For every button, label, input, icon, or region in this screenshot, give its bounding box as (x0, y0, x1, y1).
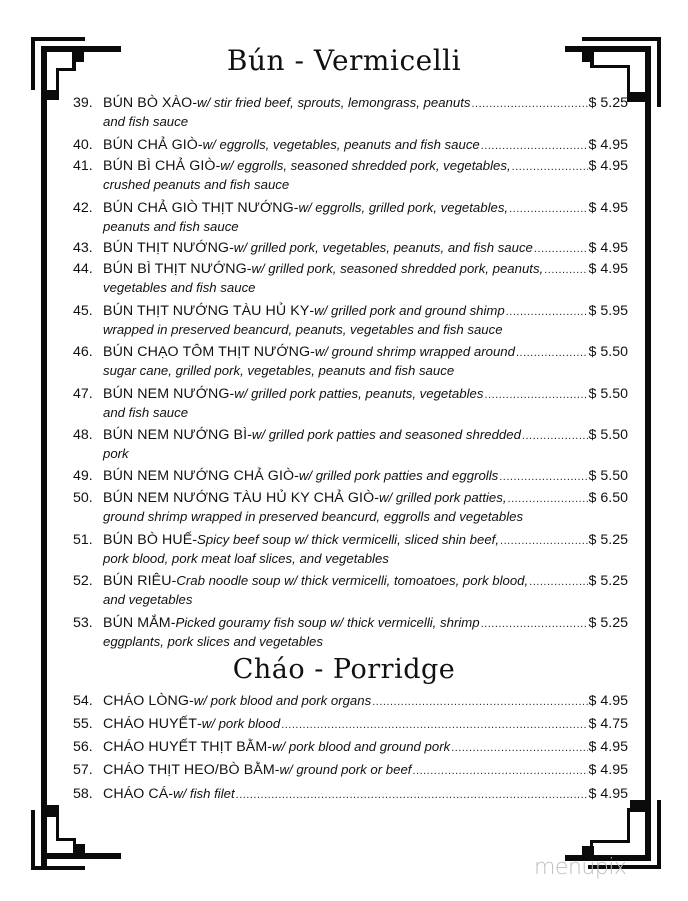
item-name: BÚN NEM NƯỚNG CHẢ GIÒ (103, 468, 295, 484)
item-number: 48. (73, 427, 93, 443)
item-description: Spicy beef soup w/ thick vermicelli, sliced shin beef, (197, 532, 500, 547)
item-separator: - (267, 739, 273, 755)
menu-item-42 (73, 199, 628, 235)
item-separator: - (197, 137, 203, 153)
item-description-continued: and fish sauce (103, 114, 189, 129)
menu-item-45 (73, 302, 628, 338)
item-description-continued: wrapped in preserved beancurd, peanuts, vegetables and fish sauce (103, 322, 503, 337)
menu-item-51 (73, 531, 628, 567)
dot-leader (481, 137, 588, 155)
item-description-continued: sugar cane, grilled pork, vegetables, peanuts and fish sauce (103, 363, 455, 378)
item-price: $ 5.95 (588, 303, 628, 319)
item-description: w/ ground shrimp wrapped around (314, 344, 515, 359)
item-description: Crab noodle soup w/ thick vermicelli, tomoatoes, pork blood, (176, 573, 529, 588)
menu-item-56 (73, 738, 628, 757)
item-price: $ 5.50 (588, 344, 628, 360)
menu-item-48 (73, 426, 628, 462)
item-name: BÚN BÒ HUẾ (103, 532, 193, 548)
item-name: BÚN MẮM (103, 615, 171, 631)
item-price: $ 4.95 (588, 693, 628, 709)
dot-leader (372, 693, 587, 711)
item-description: w/ pork blood and ground pork (272, 739, 451, 754)
dot-leader (529, 573, 587, 591)
item-number: 46. (73, 344, 93, 360)
section-title-chao: Cháo - Porridge (232, 654, 456, 685)
item-number: 50. (73, 490, 93, 506)
menu-item-57 (73, 761, 628, 780)
item-name: CHÁO HUYẾT (103, 716, 198, 732)
item-price: $ 4.95 (588, 762, 628, 778)
item-name: BÚN CHẢ GIÒ (103, 137, 198, 153)
item-separator: - (229, 386, 235, 402)
item-description-continued: pork (103, 446, 129, 461)
item-number: 43. (73, 240, 93, 256)
menu-item-44 (73, 260, 628, 296)
dot-leader (508, 490, 588, 508)
menu-item-58 (73, 785, 628, 804)
item-description-continued: ground shrimp wrapped in preserved beancurd, eggrolls and vegetables (103, 509, 524, 524)
item-price: $ 4.95 (588, 137, 628, 153)
item-price: $ 4.95 (588, 200, 628, 216)
menu-item-43 (73, 239, 628, 258)
item-description: w/ eggrolls, vegetables, peanuts and fish sauce (202, 137, 480, 152)
item-price: $ 5.50 (588, 468, 628, 484)
dot-leader (451, 739, 587, 757)
item-separator: - (189, 693, 194, 709)
dot-leader (512, 158, 588, 176)
item-name: CHÁO HUYẾT THỊT BẰM (103, 739, 268, 755)
item-name: CHÁO LÒNG (103, 693, 190, 709)
item-description: w/ eggrolls, grilled pork, vegetables, (298, 200, 509, 215)
menu-item-40 (73, 136, 628, 155)
item-number: 55. (73, 716, 93, 732)
item-number: 53. (73, 615, 93, 631)
dot-leader (412, 762, 587, 780)
item-number: 54. (73, 693, 93, 709)
item-price: $ 4.95 (588, 240, 628, 256)
menu-item-41 (73, 157, 628, 193)
item-price: $ 4.95 (588, 786, 628, 802)
item-description: w/ grilled pork, vegetables, peanuts, and fish sauce (233, 240, 533, 255)
item-name: BÚN CHẢ GIÒ THỊT NƯỚNG (103, 200, 294, 216)
item-price: $ 5.25 (588, 95, 628, 111)
item-description: w/ grilled pork patties and seasoned shredded (251, 427, 521, 442)
item-description: w/ grilled pork patties, (378, 490, 507, 505)
item-name: CHÁO THỊT HEO/BÒ BẰM (103, 762, 275, 778)
item-price: $ 5.50 (588, 386, 628, 402)
item-separator: - (192, 532, 198, 548)
item-price: $ 4.95 (588, 158, 628, 174)
item-price: $ 5.50 (588, 427, 628, 443)
item-separator: - (246, 261, 252, 277)
menu-item-50 (73, 489, 628, 525)
dot-leader (522, 427, 588, 445)
item-price: $ 5.25 (588, 615, 628, 631)
section-title-bun: Bún - Vermicelli (226, 44, 462, 77)
item-number: 41. (73, 158, 93, 174)
item-description: Picked gouramy fish soup w/ thick vermicelli, shrimp (175, 615, 480, 630)
item-name: BÚN THỊT NƯỚNG (103, 240, 230, 256)
menu-item-49 (73, 467, 628, 486)
item-name: BÚN CHẠO TÔM THỊT NƯỚNG (103, 344, 311, 360)
dot-leader (236, 786, 588, 804)
item-separator: - (170, 615, 176, 631)
item-separator: - (215, 158, 221, 174)
item-separator: - (168, 786, 174, 802)
item-description-continued: and vegetables (103, 592, 193, 607)
item-separator: - (294, 468, 299, 484)
item-description: w/ grilled pork and ground shimp (314, 303, 505, 318)
item-description-continued: and fish sauce (103, 405, 189, 420)
item-separator: - (192, 95, 198, 111)
menu-item-39 (73, 94, 628, 130)
item-number: 49. (73, 468, 93, 484)
item-description: w/ pork blood and pork organs (193, 693, 372, 708)
item-name: BÚN RIÊU (103, 573, 172, 589)
item-number: 39. (73, 95, 93, 111)
item-number: 51. (73, 532, 93, 548)
item-name: BÚN NEM NƯỚNG BÌ (103, 427, 248, 443)
item-separator: - (197, 716, 202, 732)
dot-leader (481, 615, 588, 633)
item-description-continued: peanuts and fish sauce (103, 219, 239, 234)
menu-item-47 (73, 385, 628, 421)
item-name: BÚN BÌ THỊT NƯỚNG (103, 261, 247, 277)
item-price: $ 4.75 (588, 716, 628, 732)
item-number: 47. (73, 386, 93, 402)
item-description-continued: crushed peanuts and fish sauce (103, 177, 290, 192)
item-price: $ 5.25 (588, 532, 628, 548)
item-name: BÚN NEM NƯỚNG (103, 386, 230, 402)
item-separator: - (374, 490, 379, 506)
item-separator: - (310, 344, 315, 360)
menu-item-52 (73, 572, 628, 608)
menu-item-54 (73, 692, 628, 711)
dot-leader (499, 468, 587, 486)
item-number: 52. (73, 573, 93, 589)
dot-leader (516, 344, 588, 362)
item-description-continued: pork blood, pork meat loaf slices, and vegetables (103, 551, 389, 566)
dot-leader (281, 716, 587, 734)
dot-leader (544, 261, 587, 279)
menu-item-46 (73, 343, 628, 379)
item-number: 44. (73, 261, 93, 277)
item-price: $ 4.95 (588, 739, 628, 755)
item-description-continued: vegetables and fish sauce (103, 280, 256, 295)
item-description: w/ ground pork or beef (279, 762, 412, 777)
dot-leader (534, 240, 588, 258)
item-name: BÚN NEM NƯỚNG TÀU HỦ KY CHẢ GIÒ (103, 490, 375, 506)
item-description: w/ eggrolls, seasoned shredded pork, vegetables, (220, 158, 511, 173)
item-number: 57. (73, 762, 93, 778)
dot-leader (509, 200, 587, 218)
item-description: w/ stir fried beef, sprouts, lemongrass, peanuts (197, 95, 471, 110)
item-number: 42. (73, 200, 93, 216)
item-number: 40. (73, 137, 93, 153)
dot-leader (471, 95, 587, 113)
item-number: 58. (73, 786, 93, 802)
item-separator: - (171, 573, 177, 589)
dot-leader (484, 386, 587, 404)
item-number: 45. (73, 303, 93, 319)
item-separator: - (274, 762, 280, 778)
dot-leader (500, 532, 588, 550)
item-description-continued: eggplants, pork slices and vegetables (103, 634, 323, 649)
item-description: w/ grilled pork patties and eggrolls (298, 468, 499, 483)
item-name: BÚN THỊT NƯỚNG TÀU HỦ KY (103, 303, 310, 319)
item-separator: - (247, 427, 252, 443)
item-name: CHÁO CÁ (103, 786, 169, 802)
item-price: $ 6.50 (588, 490, 628, 506)
item-name: BÚN BÌ CHẢ GIÒ (103, 158, 216, 174)
item-price: $ 5.25 (588, 573, 628, 589)
menu-item-53 (73, 614, 628, 650)
dot-leader (506, 303, 588, 321)
item-separator: - (293, 200, 299, 216)
item-description: w/ fish filet (173, 786, 235, 801)
menu-item-55 (73, 715, 628, 734)
item-description: w/ pork blood (201, 716, 281, 731)
item-name: BÚN BÒ XÀO (103, 95, 193, 111)
item-price: $ 4.95 (588, 261, 628, 277)
watermark-logo: menupix (534, 855, 627, 880)
item-separator: - (309, 303, 315, 319)
item-number: 56. (73, 739, 93, 755)
item-description: w/ grilled pork, seasoned shredded pork, peanuts, (251, 261, 544, 276)
item-description: w/ grilled pork patties, peanuts, vegetables (234, 386, 484, 401)
item-separator: - (229, 240, 234, 256)
